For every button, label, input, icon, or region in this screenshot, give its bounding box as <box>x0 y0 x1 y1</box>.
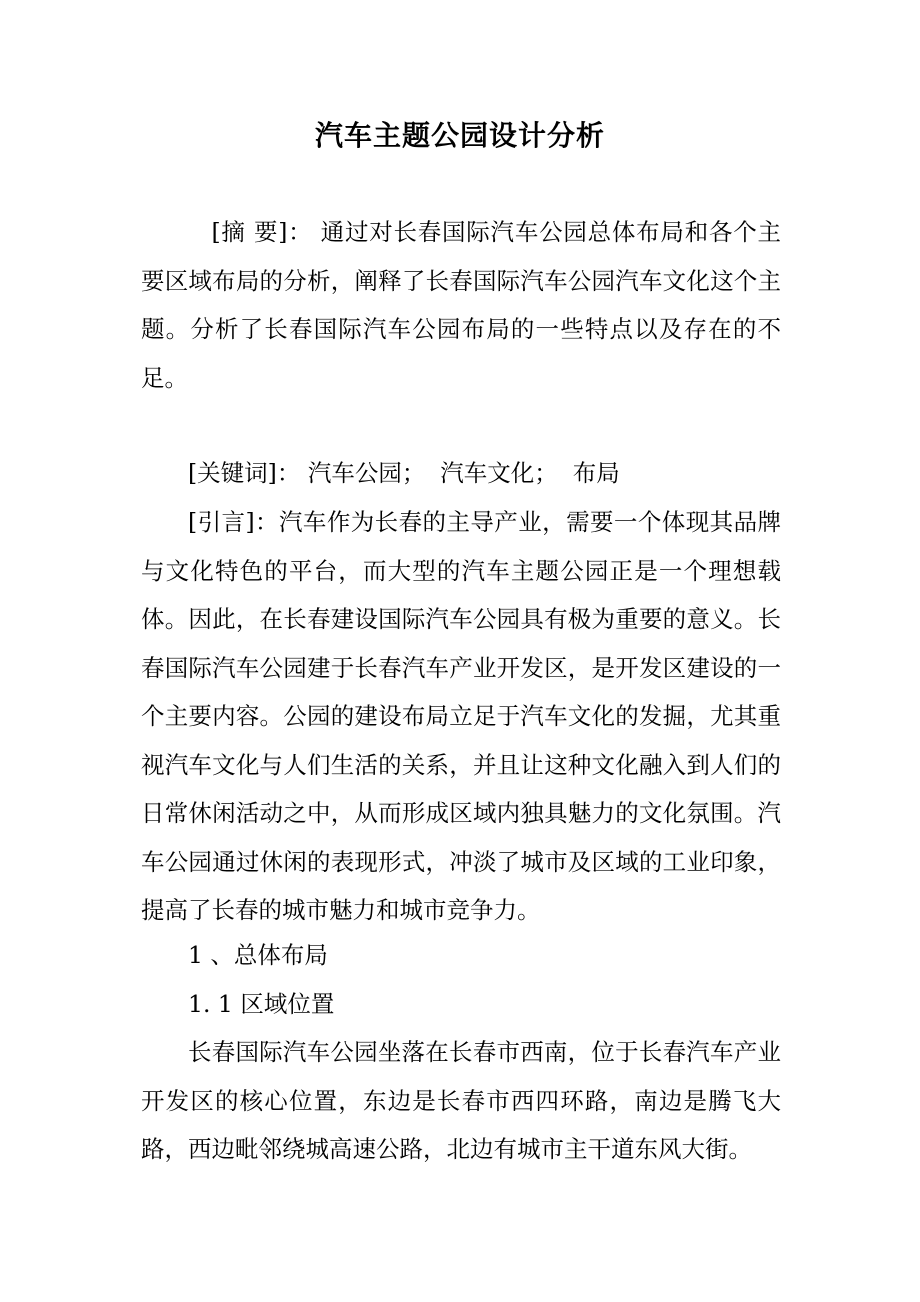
introduction-label: [引言]： <box>188 508 279 536</box>
section-heading-location: 1. 1 区域位置 <box>188 990 335 1018</box>
introduction-text: 汽车作为长春的主导产业，需要一个体现其品牌与文化特色的平台，而大型的汽车主题公园正是一个理想载体。因此，在长春建设国际汽车公园具有极为重要的意义。长春国际汽车公园建于长春汽车产业开发区，是开发区建设的一个主要内容。公园的建设布局立足于汽车文化的发掘，尤其重视汽车文化与人们生活的关系，并且让这种文化融入到人们的日常休闲活动之中，从而形成区域内独具魅力的文化氛围。汽车公园通过休闲的表现形式，冲淡了城市及区域的工业印象，提高了长春的城市魅力和城市竞争力。 <box>141 508 781 924</box>
introduction-paragraph <box>141 498 781 935</box>
keyword-item: 汽车公园； <box>307 459 426 487</box>
abstract-paragraph <box>141 208 781 402</box>
abstract-label: [摘 要]： <box>211 218 313 246</box>
location-paragraph: 长春国际汽车公园坐落在长春市西南，位于长春汽车产业开发区的核心位置，东边是长春市西四环路，南边是腾飞大路，西边毗邻绕城高速公路，北边有城市主干道东风大街。 <box>141 1038 781 1163</box>
section-heading-overall-layout: 1 、总体布局 <box>188 941 328 969</box>
abstract-text: 通过对长春国际汽车公园总体布局和各个主要区域布局的分析，阐释了长春国际汽车公园汽车文化这个主题。分析了长春国际汽车公园布局的一些特点以及存在的不足。 <box>141 218 781 392</box>
document-title: 汽车主题公园设计分析 <box>314 119 605 152</box>
keywords-paragraph <box>141 449 781 498</box>
keywords-label: [关键词]： <box>188 459 301 487</box>
keyword-item: 汽车文化； <box>440 459 558 487</box>
keyword-item: 布局 <box>572 459 620 487</box>
